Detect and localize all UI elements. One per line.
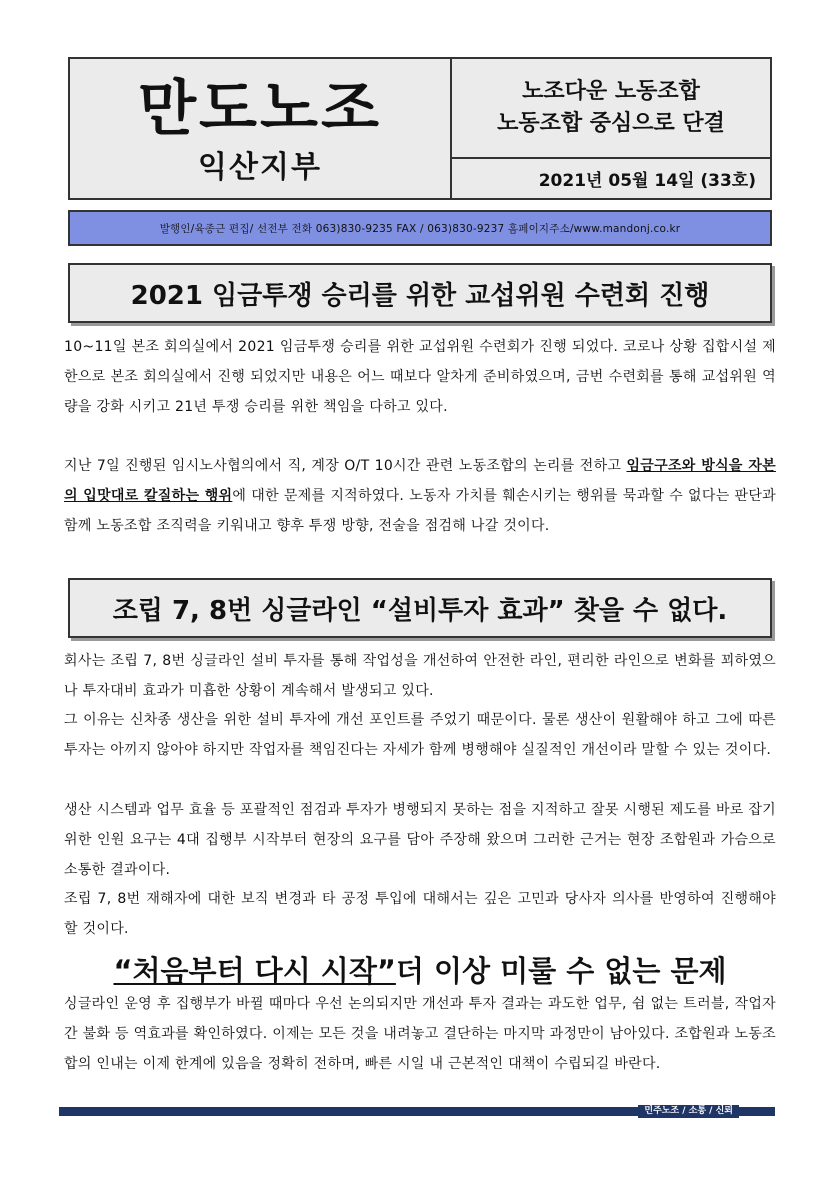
paragraph: 그 이유는 신차종 생산을 위한 설비 투자에 개선 포인트를 주었기 때문이다. 물론 생산이 원활해야 하고 그에 따른 투자는 아끼지 않아야 하지만 작업자를 책임진다는 자세가 함께 병행해야 실질적인 개선이라 말할 수 있는 것이다. (64, 712, 776, 758)
branch-name: 익산지부 (198, 149, 322, 185)
slogan-line-1: 노조다운 노동조합 (522, 79, 700, 105)
masthead-title-block (70, 59, 452, 198)
masthead-right-block (452, 59, 770, 198)
paragraph: 10~11일 본조 회의실에서 2021 임금투쟁 승리를 위한 교섭위원 수련회가 진행 되었다. 코로나 상황 집합시설 제한으로 본조 회의실에서 진행 되었지만 내용은 어느 때보다 알차게 준비하였으며, 금번 수련회를 통해 교섭위원 역량을 강화 시키고 21년 투쟁 승리를 위한 책임을 다하고 있다. (64, 339, 776, 415)
slogan-line-2: 노동조합 중심으로 단결 (497, 111, 725, 136)
newsletter-title: 만도노조 (138, 73, 382, 144)
paragraph: 회사는 조립 7, 8번 싱글라인 설비 투자를 통해 작업성을 개선하여 안전한 라인, 편리한 라인으로 변화를 꾀하였으나 투자대비 효과가 미흡한 상황이 계속해서 발생되고 있다. (64, 653, 776, 699)
footer-tag: 민주노조 / 소통 / 신뢰 (638, 1105, 739, 1118)
paragraph: 싱글라인 운영 후 집행부가 바뀔 때마다 우선 논의되지만 개선과 투자 결과는 과도한 업무, 쉼 없는 트러블, 작업자 간 불화 등 역효과를 확인하였다. 이제는 모든 것을 내려놓고 결단하는 마지막 과정만이 남아있다. 조합원과 노동조합의 인내는 이제 한계에 있음을 정확히 전하며, 빠른 시일 내 근본적인 대책이 수립되길 바란다. (64, 996, 776, 1072)
paragraph-text: 지난 7일 진행된 임시노사협의에서 직, 계장 O/T 10시간 관련 노동조합의 논리를 전하고 (64, 458, 627, 474)
paragraph: 조립 7, 8번 재해자에 대한 보직 변경과 타 공정 투입에 대해서는 깊은 고민과 당사자 의사를 반영하여 진행해야 할 것이다. (64, 891, 776, 937)
headline-restart (68, 944, 772, 994)
paragraph-text: 에 대한 문제를 지적하였다. 노동자 가치를 훼손시키는 행위를 묵과할 수 없다는 판단과 함께 노동조합 조직력을 키워내고 향후 투쟁 방향, 전술을 점검해 나갈 것이다. (64, 488, 776, 534)
headline-wage-struggle: 2021 임금투쟁 승리를 위한 교섭위원 수련회 진행 (68, 263, 772, 323)
paragraph: 생산 시스템과 업무 효율 등 포괄적인 점검과 투자가 병행되지 못하는 점을 지적하고 잘못 시행된 제도를 바로 잡기 위한 인원 요구는 4대 집행부 시작부터 현장의 요구를 담아 주장해 왔으며 그러한 근거는 현장 조합원과 가슴으로 소통한 결과이다. (64, 802, 776, 878)
headline-single-line: 조립 7, 8번 싱글라인 “설비투자 효과” 찾을 수 없다. (68, 578, 772, 638)
issue-date: 2021년 05월 14일 (33호) (538, 171, 756, 191)
paragraph (64, 451, 776, 541)
publisher-info-bar: 발행인/육종근 편집/ 선전부 전화 063)830-9235 FAX / 063)830-9237 홈페이지주소/www.mandonj.co.kr (68, 210, 772, 246)
masthead (68, 57, 772, 200)
highlighted-text: 임금구조와 방식을 자본의 입맛대로 칼질하는 행위 (64, 458, 776, 504)
headline-rest-part: 더 이상 미룰 수 없는 문제 (395, 953, 727, 988)
headline-quoted-part: “처음부터 다시 시작” (113, 953, 396, 988)
slogan (452, 59, 770, 159)
